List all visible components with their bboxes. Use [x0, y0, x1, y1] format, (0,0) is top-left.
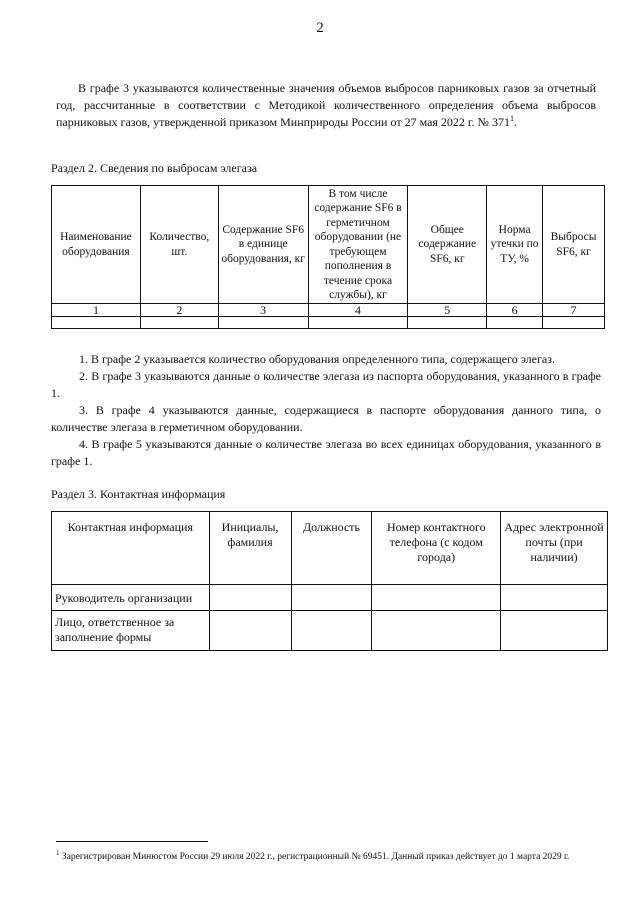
footnote-separator — [56, 841, 208, 842]
footnote-text: Зарегистрирован Минюстом России 29 июля 2022 г., регистрационный № 69451. Данный приказ действует до 1 марта 2029 г. — [59, 852, 570, 863]
column-numbers-row — [52, 304, 605, 317]
col-sf6-emissions: Выбросы SF6, кг — [543, 186, 605, 304]
contact-info-table — [51, 511, 608, 651]
table-cell[interactable] — [52, 317, 141, 329]
col-sf6-total: Общее содержание SF6, кг — [408, 186, 487, 304]
col-number: 5 — [408, 304, 487, 317]
table-cell[interactable] — [501, 585, 608, 611]
col-equipment-name: Наименование оборудования — [52, 186, 141, 304]
intro-end: . — [513, 115, 517, 129]
section2-notes — [51, 351, 601, 470]
table-row — [52, 611, 608, 651]
note-item: 3. В графе 4 указываются данные, содержащиеся в паспорте оборудования данного типа, о количестве элегаза в герметичном оборудовании. — [51, 403, 601, 434]
sf6-emissions-table — [51, 185, 605, 329]
table-cell[interactable] — [543, 317, 605, 329]
col-sf6-per-unit: Содержание SF6 в единице оборудования, кг — [218, 186, 308, 304]
row-label-responsible: Лицо, ответственное за заполнение формы — [52, 611, 210, 651]
col-number: 6 — [487, 304, 543, 317]
col-number: 3 — [218, 304, 308, 317]
table-cell[interactable] — [501, 611, 608, 651]
footnote — [56, 846, 604, 864]
table-cell[interactable] — [308, 317, 408, 329]
note-item: 1. В графе 2 указывается количество оборудования определенного типа, содержащего элегаз. — [79, 352, 555, 366]
col-contact-info: Контактная информация — [52, 512, 210, 585]
col-position: Должность — [291, 512, 372, 585]
table-cell[interactable] — [140, 317, 218, 329]
col-phone: Номер контактного телефона (с кодом города) — [372, 512, 501, 585]
col-email: Адрес электронной почты (при наличии) — [501, 512, 608, 585]
col-sf6-sealed: В том числе содержание SF6 в герметичном оборудовании (не требующем пополнения в течение срока службы), кг — [308, 186, 408, 304]
section3-title: Раздел 3. Контактная информация — [51, 487, 226, 501]
col-number: 4 — [308, 304, 408, 317]
row-label-head: Руководитель организации — [52, 585, 210, 611]
table-cell[interactable] — [291, 611, 372, 651]
table-cell[interactable] — [487, 317, 543, 329]
col-number: 1 — [52, 304, 141, 317]
intro-paragraph — [56, 80, 596, 131]
col-leak-norm: Норма утечки по ТУ, % — [487, 186, 543, 304]
footnote-mark: 1 — [56, 849, 60, 857]
section2-title: Раздел 2. Сведения по выбросам элегаза — [51, 161, 258, 175]
table-row — [52, 585, 608, 611]
table-cell[interactable] — [408, 317, 487, 329]
footnote-ref: 1 — [509, 114, 514, 123]
col-quantity: Количество, шт. — [140, 186, 218, 304]
col-full-name: Инициалы, фамилия — [209, 512, 291, 585]
intro-text: В графе 3 указываются количественные значения объемов выбросов парниковых газов за отчетный год, рассчитанные в соответствии с Методикой количественного определения объема выбросов парниковых газов, утвержденной приказом Минприроды России от 27 мая 2022 г. № 371 — [56, 81, 596, 129]
table-cell[interactable] — [209, 585, 291, 611]
table-cell[interactable] — [291, 585, 372, 611]
note-item: 4. В графе 5 указываются данные о количестве элегаза во всех единицах оборудования, указанного в графе 1. — [51, 437, 601, 468]
table-row — [52, 317, 605, 329]
table-cell[interactable] — [218, 317, 308, 329]
table-cell[interactable] — [372, 585, 501, 611]
page-number: 2 — [316, 20, 324, 36]
table-cell[interactable] — [209, 611, 291, 651]
table-cell[interactable] — [372, 611, 501, 651]
col-number: 7 — [543, 304, 605, 317]
note-item: 2. В графе 3 указываются данные о количестве элегаза из паспорта оборудования, указанного в графе 1. — [51, 369, 601, 400]
col-number: 2 — [140, 304, 218, 317]
